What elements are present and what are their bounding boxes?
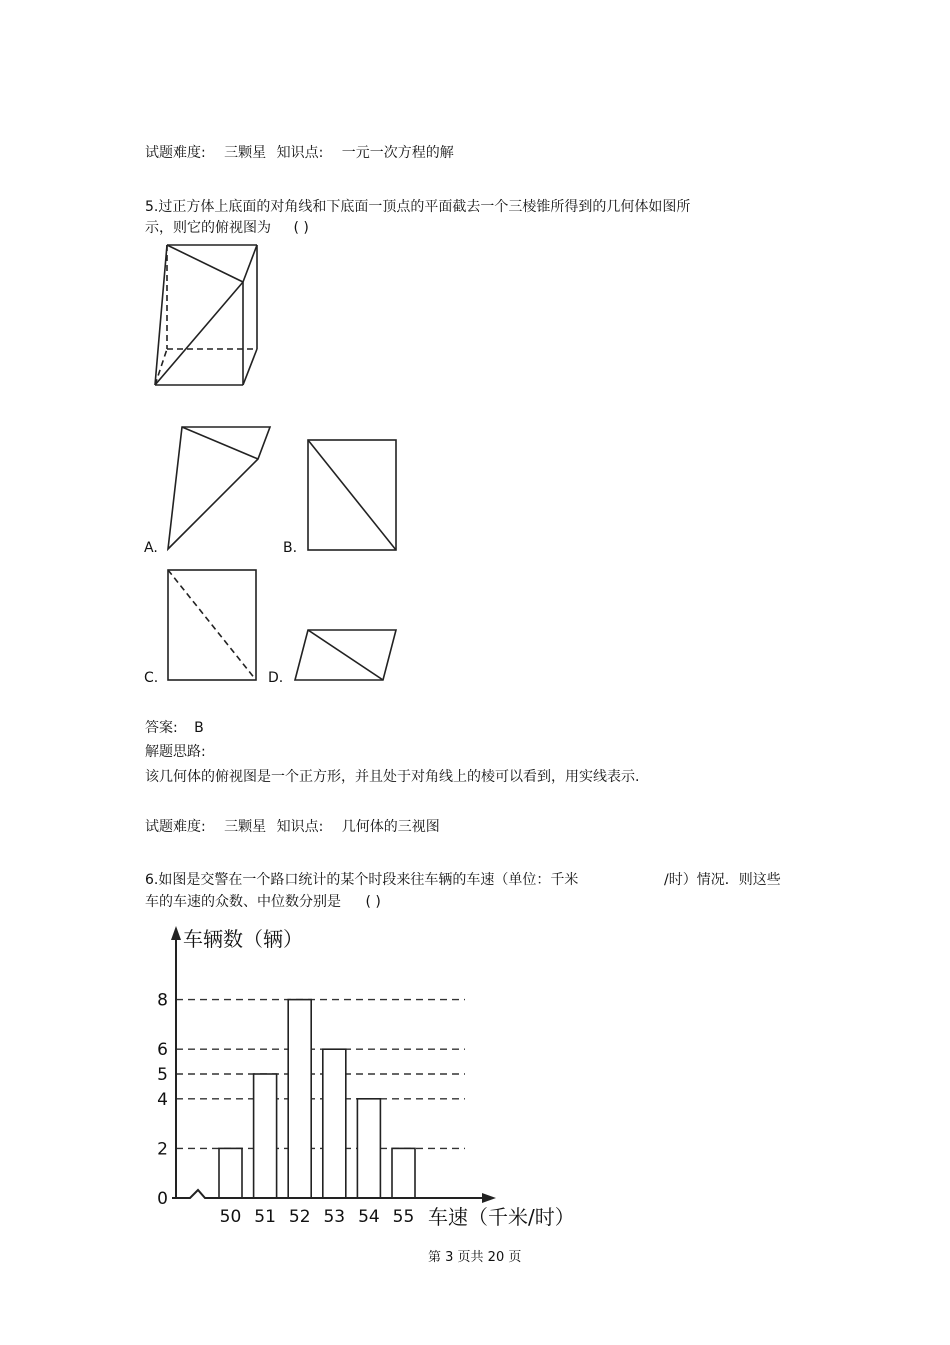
knowledge-label: 知识点: — [276, 819, 324, 835]
q5-stem-line2-text: 示，则它的俯视图为 — [145, 220, 271, 236]
chart-y-tick-labels — [157, 991, 168, 1209]
bar-53 — [323, 1049, 346, 1198]
chart-grid — [176, 1000, 465, 1149]
knowledge-value: 几何体的三视图 — [341, 819, 440, 835]
difficulty-value: 三颗星 — [224, 819, 267, 835]
chart-x-axis-title: 车速（千米/时） — [428, 1205, 575, 1229]
y-tick-label-0: 0 — [157, 1189, 168, 1209]
y-tick-label-4: 4 — [157, 1089, 168, 1110]
chart-y-axis-title: 车辆数（辆） — [183, 927, 303, 951]
y-tick-label-8: 8 — [157, 990, 168, 1011]
solution-text: 该几何体的俯视图是一个正方形，并且处于对角线上的棱可以看到，用实线表示. — [145, 769, 640, 785]
q6-stem-line1a: 6.如图是交警在一个路口统计的某个时段来往车辆的车速（单位：千米 — [145, 872, 579, 888]
y-tick-label-6: 6 — [157, 1040, 168, 1061]
y-tick-label-5: 5 — [157, 1065, 168, 1085]
bar-50 — [219, 1148, 242, 1198]
x-tick-label-51: 51 — [254, 1207, 276, 1227]
x-axis-arrow — [482, 1193, 496, 1203]
option-c-label: C. — [144, 670, 159, 686]
q6-stem-line2-text: 车的车速的众数、中位数分别是 — [145, 894, 341, 910]
x-tick-label-50: 50 — [219, 1207, 242, 1227]
x-tick-label-52: 52 — [288, 1207, 311, 1227]
option-a-label: A. — [144, 540, 158, 556]
knowledge-value: 一元一次方程的解 — [341, 145, 454, 161]
answer-value: B — [194, 720, 204, 736]
q5-stem-line1: 5.过正方体上底面的对角线和下底面一顶点的平面截去一个三棱锥所得到的几何体如图所 — [145, 199, 691, 215]
bar-55 — [392, 1148, 415, 1198]
y-tick-label-2: 2 — [157, 1139, 168, 1160]
option-d-label: D. — [268, 670, 284, 686]
q5-answer-paren: ( ) — [293, 220, 309, 236]
q6-stem-line1b: /时）情况．则这些 — [664, 872, 781, 888]
bar-54 — [357, 1099, 380, 1198]
difficulty-value: 三颗星 — [224, 145, 267, 161]
y-axis-arrow — [171, 926, 181, 940]
page-footer: 第 3 页共 20 页 — [428, 1250, 522, 1265]
option-b-label: B. — [283, 540, 298, 556]
x-tick-label-54: 54 — [358, 1207, 380, 1227]
chart-x-tick-labels — [220, 1207, 415, 1227]
bar-51 — [254, 1074, 277, 1198]
answer-label: 答案: — [145, 720, 178, 736]
solution-label: 解题思路: — [145, 744, 206, 760]
x-tick-label-55: 55 — [392, 1207, 415, 1227]
bar-52 — [288, 1000, 311, 1198]
difficulty-label: 试题难度: — [145, 819, 206, 835]
knowledge-label: 知识点: — [276, 145, 324, 161]
difficulty-label: 试题难度: — [145, 145, 206, 161]
q6-answer-paren: ( ) — [365, 894, 381, 910]
x-tick-label-53: 53 — [323, 1207, 346, 1227]
